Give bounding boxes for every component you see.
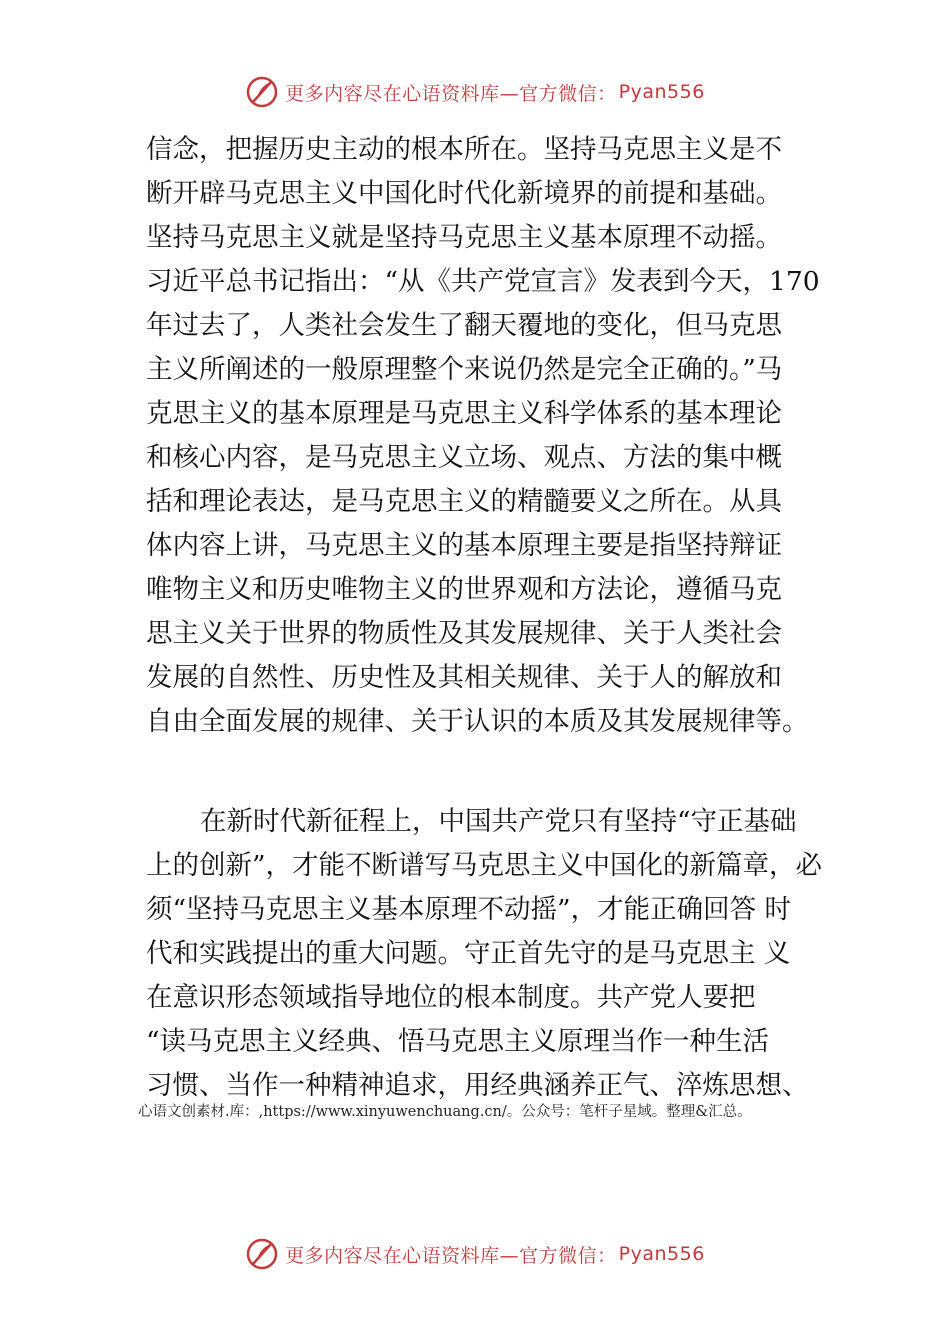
text-line: 习惯、当作一种精神追求，用经典涵养正气、淬炼思想、 (146, 1070, 809, 1101)
text-line: 体内容上讲，马克思主义的基本原理主要是指坚持辩证 (146, 530, 782, 561)
document-body (146, 128, 826, 1108)
text-line: 上的创新”，才能不断谱写马克思主义中国化的新篇章，必 (146, 850, 823, 881)
header-banner (0, 70, 950, 114)
banner-wechat-id: Pyan556 (618, 1243, 705, 1265)
text-line: 自由全面发展的规律、关于认识的本质及其发展规律等。 (146, 706, 809, 737)
paragraph-gap (146, 744, 826, 800)
text-line: 习近平总书记指出：“从《共产党宣言》发表到今天，170 (146, 266, 820, 297)
text-line: 在意识形态领域指导地位的根本制度。共产党人要把 (146, 982, 756, 1013)
text-line: 和核心内容，是马克思主义立场、观点、方法的集中概 (146, 442, 782, 473)
quill-logo-icon (245, 75, 279, 109)
text-line: 唯物主义和历史唯物主义的世界观和方法论，遵循马克 (146, 574, 782, 605)
text-line: 主义所阐述的一般原理整个来说仍然是完全正确的。”马 (146, 354, 783, 385)
text-line: 须“坚持马克思主义基本原理不动摇”，才能正确回答 时 (146, 894, 792, 925)
footer-banner (0, 1232, 950, 1276)
text-line: “读马克思主义经典、悟马克思主义原理当作一种生活 (146, 1026, 770, 1057)
banner-wechat-id: Pyan556 (618, 81, 705, 103)
text-line: 坚持马克思主义就是坚持马克思主义基本原理不动摇。 (146, 222, 782, 253)
banner-text: 更多内容尽在心语资料库—官方微信： (285, 82, 617, 105)
text-line: 发展的自然性、历史性及其相关规律、关于人的解放和 (146, 662, 782, 693)
text-line: 信念，把握历史主动的根本所在。坚持马克思主义是不 (146, 134, 782, 165)
text-line: 克思主义的基本原理是马克思主义科学体系的基本理论 (146, 398, 782, 429)
paragraph-2 (146, 800, 826, 1108)
source-note: 心语文创素材.库：,https://www.xinyuwenchuang.cn/。公众号：笔杆子星域。整理&汇总。 (138, 1104, 752, 1120)
quill-logo-icon (245, 1237, 279, 1271)
text-line: 思主义关于世界的物质性及其发展规律、关于人类社会 (146, 618, 782, 649)
banner-text: 更多内容尽在心语资料库—官方微信： (285, 1244, 617, 1267)
text-line: 在新时代新征程上，中国共产党只有坚持“守正基础 (200, 806, 797, 837)
text-line: 断开辟马克思主义中国化时代化新境界的前提和基础。 (146, 178, 782, 209)
text-line: 代和实践提出的重大问题。守正首先守的是马克思主 义 (146, 938, 791, 969)
paragraph-1 (146, 128, 826, 744)
text-line: 年过去了，人类社会发生了翻天覆地的变化，但马克思 (146, 310, 782, 341)
text-line: 括和理论表达，是马克思主义的精髓要义之所在。从具 (146, 486, 782, 517)
